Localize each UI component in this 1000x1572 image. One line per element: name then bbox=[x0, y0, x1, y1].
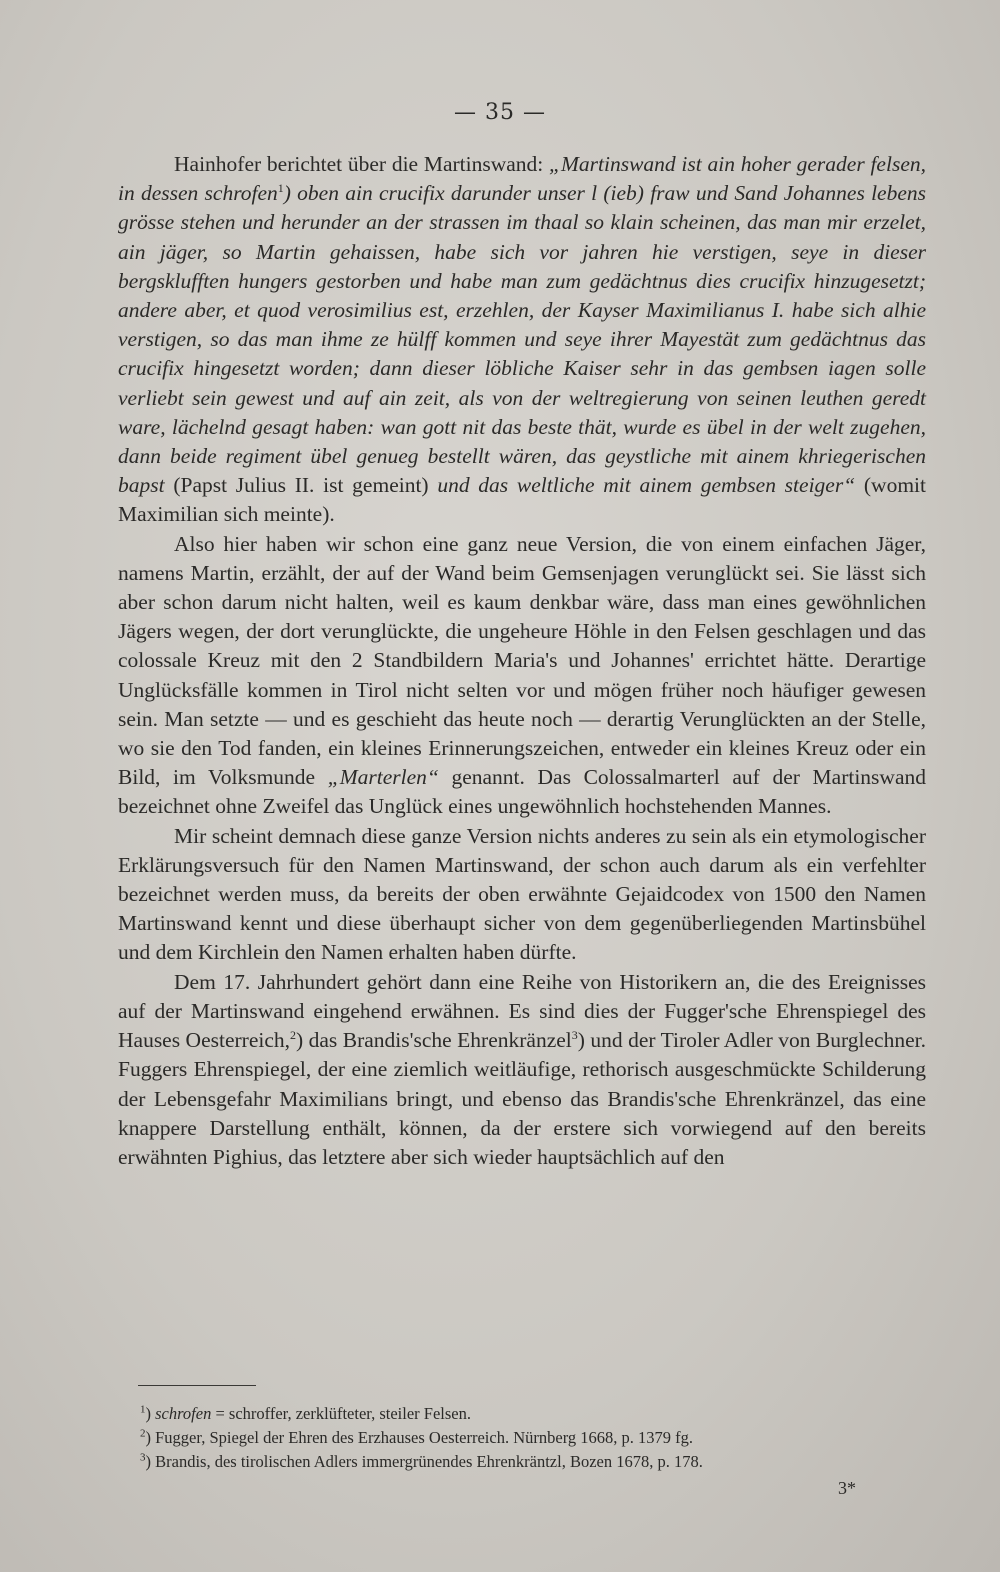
text-span: (womit Maximilian sich meinte). bbox=[118, 473, 926, 527]
body-text bbox=[118, 150, 926, 1172]
italic-text: ) oben ain crucifix darunder unser l (ieb) fraw und Sand Johannes lebens grösse stehen und herunder an der strassen im thaal so klain scheinen, das man mir erzelet, ain jäger, so Martin gehaissen, habe sich vor jahren hie verstigen, seye in dieser bergsklufften hungers gestorben und habe man zum gedächtnus dies crucifix hinzugesetzt; andere aber, et quod verosimilius est, erzehlen, der Kayser Maximilianus I. habe sich alhie verstigen, so das man ihme ze hülff kommen und seye ihrer Mayestät zum gedächtnus das crucifix hingesetzt worden; dann dieser löbliche Kaiser sehr in das gembsen iagen solle verliebt sein gewest und auf ain zeit, als von der weltregierung von seinen leuthen geredt ware, lächelnd gesagt haben: wan gott nit das beste thät, wurde es übel in der welt zugehen, dann beide regiment übel genueg bestellt wären, das geystliche mit ainem khriegerischen bapst bbox=[118, 181, 926, 498]
text-span: genannt. Das Colossalmarterl auf der Martinswand bezeichnet ohne Zweifel das Unglück eines ungewöhnlich hochstehenden Mannes. bbox=[118, 765, 926, 819]
text-span: Also hier haben wir schon eine ganz neue Version, die von einem einfachen Jäger, namens Martin, erzählt, der auf der Wand beim Gemsenjagen verunglückt sei. Sie lässt sich aber schon darum nicht halten, weil es kaum denkbar wäre, dass man eines gewöhnlichen Jägers wegen, der dort verunglückte, die ungeheure Höhle in den Felsen geschlagen und das colossale Kreuz mit den 2 Standbildern Maria's und Johannes' errichtet hätte. Derartige Unglücksfälle kommen in Tirol nicht selten vor und mögen früher noch häufiger gewesen sein. Man setzte — und es geschieht das heute noch — derartig Verunglückten an der Stelle, wo sie den Tod fanden, ein kleines Erinnerungszeichen, entweder ein kleines Kreuz oder ein Bild, im Volksmunde bbox=[118, 531, 926, 790]
text-span: Mir scheint demnach diese ganze Version nichts anderes zu sein als ein etymologischer Erklärungsversuch für den Namen Martinswand, der schon auch darum als ein verfehlter bezeichnet werden muss, da bereits der oben erwähnte Gejaidcodex von 1500 den Namen Martinswand kennt und diese überhaupt sicher von dem gegenüberliegenden Martinsbühel und dem Kirchlein den Namen erhalten haben dürfte. bbox=[118, 823, 926, 965]
text-span: ) und der Tiroler Adler von Burglechner. Fuggers Ehrenspiegel, der eine ziemlich weitläufige, rethorisch ausgeschmückte Schilderung der Lebensgefahr Maximilians bringt, und ebenso das Brandis'sche Ehrenkränzel, das eine knappere Darstellung enthält, können, da der erstere sich vorwiegend auf den bereits erwähnten Pighius, das letztere aber sich wieder hauptsächlich auf den bbox=[118, 1028, 926, 1169]
footnote-ref: 2 bbox=[290, 1027, 297, 1042]
paragraph bbox=[118, 150, 926, 530]
footnote-number: 1 bbox=[140, 1403, 146, 1416]
text-span: Dem 17. Jahrhundert gehört dann eine Reihe von Historikern an, die des Ereignisses auf der Martinswand eingehend erwähnen. Es sind dies der Fugger'sche Ehrenspiegel des Hauses Oesterreich, bbox=[118, 969, 926, 1053]
signature-mark: 3* bbox=[838, 1478, 856, 1498]
footnote-text: Fugger, Spiegel der Ehren des Erzhauses Oesterreich. Nürnberg 1668, p. 1379 fg. bbox=[155, 1428, 694, 1447]
paragraph bbox=[118, 530, 926, 822]
footnote-divider bbox=[138, 1385, 256, 1386]
paragraph bbox=[118, 822, 926, 968]
italic-text: „Martinswand ist ain hoher gerader felsen, in dessen schrofen bbox=[118, 152, 926, 206]
footnote: $^3$) Brandis, des tirolischen Adlers immergrünendes Ehrenkräntzl, Bozen 1678, p. 178. bbox=[140, 1451, 703, 1471]
footnote-ref: 3 bbox=[571, 1027, 578, 1042]
page-number: — 35 — bbox=[454, 100, 546, 125]
footnote-number: 2 bbox=[140, 1427, 146, 1440]
footnote-text: Brandis, des tirolischen Adlers immergrünendes Ehrenkräntzl, Bozen 1678, p. 178. bbox=[155, 1452, 703, 1471]
footnote-italic: schrofen bbox=[155, 1404, 212, 1423]
italic-text: und das weltliche mit ainem gembsen steiger“ bbox=[437, 473, 856, 498]
footnote-text: = schroffer, zerklüfteter, steiler Felsen. bbox=[211, 1404, 472, 1423]
text-span: ) das Brandis'sche Ehrenkränzel bbox=[296, 1028, 572, 1053]
footnote-number: 3 bbox=[140, 1451, 146, 1464]
text-span: (Papst Julius II. ist gemeint) bbox=[164, 473, 438, 498]
footnote-ref: 1 bbox=[277, 181, 284, 196]
footnote: $^1$) schrofen = schroffer, zerklüfteter, steiler Felsen. bbox=[140, 1403, 472, 1423]
italic-text: „Marterlen“ bbox=[327, 765, 439, 790]
footnotes bbox=[140, 1402, 920, 1474]
paragraph bbox=[118, 968, 926, 1172]
text-span: Hainhofer berichtet über die Martinswand: bbox=[174, 152, 550, 176]
footnote: $^2$) Fugger, Spiegel der Ehren des Erzhauses Oesterreich. Nürnberg 1668, p. 1379 fg. bbox=[140, 1427, 694, 1447]
